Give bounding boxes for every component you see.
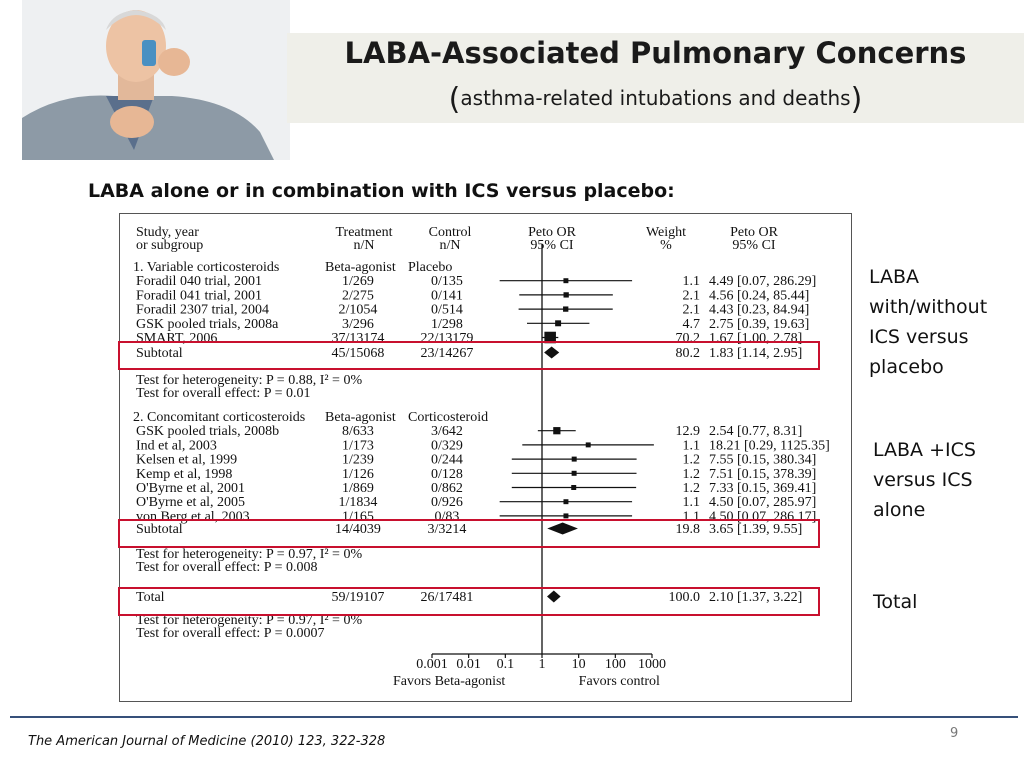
highlight-subtotal-1 xyxy=(118,341,820,370)
subgroup-label-2: 2. Concomitant corticosteroids xyxy=(133,410,306,425)
slide-title: LABA-Associated Pulmonary Concerns xyxy=(344,36,967,70)
study-g1-s6-name: von Berg et al, 2003 xyxy=(136,509,250,525)
study-g1-s2-name: Kelsen et al, 1999 xyxy=(136,452,238,468)
header-peto-or-plot: Peto OR xyxy=(528,225,576,240)
slide-subtitle: (asthma-related intubations and deaths) xyxy=(448,82,863,117)
study-g1-s0-control: 3/642 xyxy=(431,424,463,440)
study-g1-s3-point xyxy=(572,471,577,476)
study-g0-s1-control: 0/141 xyxy=(431,288,463,304)
study-g1-s1-weight: 1.1 xyxy=(682,438,700,454)
subtotal-g1-or: 3.65 [1.39, 9.55] xyxy=(709,522,803,537)
study-g1-s2-control: 0/244 xyxy=(431,452,463,468)
study-g1-s6-or: 4.50 [0.07, 286.17] xyxy=(709,509,817,525)
x-tick-label-2: 0.1 xyxy=(496,657,515,672)
study-g0-s0-control: 0/135 xyxy=(431,274,463,290)
highlight-subtotal-2 xyxy=(118,519,820,548)
subtotal-total-control: 26/17481 xyxy=(420,590,474,605)
study-g1-s6-treatment: 1/165 xyxy=(342,509,374,525)
study-g0-s3-control: 1/298 xyxy=(431,316,463,332)
header-weight-pct: % xyxy=(660,238,672,253)
study-g1-s0-point xyxy=(553,427,560,434)
study-g0-s1-point xyxy=(564,292,569,297)
study-g0-s1-name: Foradil 041 trial, 2001 xyxy=(136,288,262,304)
subgroup-label-1: 1. Variable corticosteroids xyxy=(133,260,280,275)
study-g1-s4-name: O'Byrne et al, 2001 xyxy=(136,481,246,496)
overall-effect-g1: Test for overall effect: P = 0.008 xyxy=(136,560,318,575)
subtotal-g1-control: 3/3214 xyxy=(427,522,467,537)
subtotal-total-name: Total xyxy=(136,590,165,605)
study-g1-s3-weight: 1.2 xyxy=(682,466,700,482)
study-g0-s2-weight: 2.1 xyxy=(682,302,700,318)
study-g0-s0-treatment: 1/269 xyxy=(342,274,374,290)
header-weight: Weight xyxy=(645,225,687,240)
study-g0-s1-weight: 2.1 xyxy=(682,288,700,304)
highlight-total xyxy=(118,587,820,616)
study-g0-s2-treatment: 2/1054 xyxy=(338,302,378,318)
header-control: Control xyxy=(428,225,472,240)
study-g1-s3-treatment: 1/126 xyxy=(342,466,374,482)
study-g1-s3-or: 7.51 [0.15, 378.39] xyxy=(709,466,817,482)
study-g1-s2-weight: 1.2 xyxy=(682,452,700,468)
study-g0-s0-weight: 1.1 xyxy=(682,274,700,290)
study-g1-s0-weight: 12.9 xyxy=(675,424,700,440)
x-tick-label-1: 0.01 xyxy=(456,657,481,672)
study-g1-s5-or: 4.50 [0.07, 285.97] xyxy=(709,495,817,511)
section-heading: LABA alone or in combination with ICS versus placebo: xyxy=(88,180,675,202)
study-g1-s3-name: Kemp et al, 1998 xyxy=(136,466,233,482)
study-g0-s2-or: 4.43 [0.23, 84.94] xyxy=(709,302,810,318)
study-g1-s1-control: 0/329 xyxy=(431,438,463,454)
subtitle-text: asthma-related intubations and deaths xyxy=(460,86,851,110)
study-g1-s4-weight: 1.2 xyxy=(682,481,700,496)
subtotal-g1-name: Subtotal xyxy=(136,522,183,537)
x-label-right: Favors control xyxy=(578,674,660,689)
x-tick-label-0: 0.001 xyxy=(416,657,448,672)
header-ci: 95% CI xyxy=(732,238,776,253)
note-laba-vs-placebo: LABA with/without ICS versus placebo xyxy=(869,266,988,378)
study-g1-s2-treatment: 1/239 xyxy=(342,452,374,468)
study-g0-s3-or: 2.75 [0.39, 19.63] xyxy=(709,316,810,332)
x-tick-label-5: 100 xyxy=(604,657,626,672)
study-g0-s3-name: GSK pooled trials, 2008a xyxy=(136,316,279,332)
subgroup-control-label-2: Corticosteroid xyxy=(408,410,489,425)
study-g0-s3-weight: 4.7 xyxy=(682,316,700,332)
study-g1-s5-treatment: 1/1834 xyxy=(338,495,378,511)
forest-plot xyxy=(119,213,852,702)
study-g0-s2-point xyxy=(563,306,568,311)
heterogeneity-g1: Test for heterogeneity: P = 0.97, I² = 0% xyxy=(136,547,363,562)
subtotal-g0-name: Subtotal xyxy=(136,346,183,361)
study-g1-s5-weight: 1.1 xyxy=(682,495,700,511)
heterogeneity-g0: Test for heterogeneity: P = 0.88, I² = 0% xyxy=(136,373,363,388)
study-g0-s0-or: 4.49 [0.07, 286.29] xyxy=(709,274,817,290)
study-g0-s0-point xyxy=(563,278,568,283)
x-label-left: Favors Beta-agonist xyxy=(392,674,506,689)
footer-rule xyxy=(10,716,1018,718)
study-g0-s2-name: Foradil 2307 trial, 2004 xyxy=(136,302,269,318)
subgroup-control-label-1: Placebo xyxy=(408,260,453,275)
x-tick-label-6: 1000 xyxy=(638,657,666,672)
study-g1-s6-weight: 1.1 xyxy=(682,509,700,525)
note-total: Total xyxy=(873,591,918,613)
subtotal-g1-weight: 19.8 xyxy=(675,522,700,537)
study-g1-s4-point xyxy=(571,485,576,490)
study-g0-s4-weight: 70.2 xyxy=(675,331,700,346)
header-treatment-nn: n/N xyxy=(353,238,375,253)
header-control-nn: n/N xyxy=(439,238,461,253)
study-g1-s5-control: 0/926 xyxy=(431,495,463,511)
inhaler-patient-icon xyxy=(22,0,290,160)
subgroup-treatment-label-1: Beta-agonist xyxy=(325,260,396,275)
header-treatment: Treatment xyxy=(335,225,393,240)
study-g0-s1-treatment: 2/275 xyxy=(342,288,374,304)
x-tick-label-3: 1 xyxy=(538,657,546,672)
header-ci-plot: 95% CI xyxy=(530,238,574,253)
study-g1-s3-control: 0/128 xyxy=(431,466,463,482)
x-tick-label-4: 10 xyxy=(571,657,586,672)
study-g0-s0-name: Foradil 040 trial, 2001 xyxy=(136,274,262,290)
heterogeneity-total: Test for heterogeneity: P = 0.97, I² = 0% xyxy=(136,613,363,628)
study-g0-s4-treatment: 37/13174 xyxy=(331,331,385,346)
citation: The American Journal of Medicine (2010) 123, 322-328 xyxy=(28,734,386,749)
subtotal-total-weight: 100.0 xyxy=(668,590,700,605)
subtotal-g0-weight: 80.2 xyxy=(675,346,700,361)
page-number: 9 xyxy=(950,726,959,741)
subtotal-g0-treatment: 45/15068 xyxy=(331,346,385,361)
study-g0-s3-treatment: 3/296 xyxy=(342,316,374,332)
subtotal-total-or: 2.10 [1.37, 3.22] xyxy=(709,590,803,605)
header-study: Study, year xyxy=(136,225,199,240)
subtotal-total-treatment: 59/19107 xyxy=(331,590,385,605)
overall-effect-g0: Test for overall effect: P = 0.01 xyxy=(136,386,311,401)
study-g1-s1-name: Ind et al, 2003 xyxy=(136,438,217,454)
study-g1-s4-or: 7.33 [0.15, 369.41] xyxy=(709,481,817,496)
study-g1-s2-point xyxy=(572,457,577,462)
study-g1-s0-or: 2.54 [0.77, 8.31] xyxy=(709,424,803,440)
study-g0-s4-or: 1.67 [1.00, 2.78] xyxy=(709,331,803,346)
study-g0-s4-name: SMART, 2006 xyxy=(136,331,218,346)
study-g0-s1-or: 4.56 [0.24, 85.44] xyxy=(709,288,810,304)
study-g0-s2-control: 0/514 xyxy=(431,302,463,318)
overall-effect-total: Test for overall effect: P = 0.0007 xyxy=(136,626,325,641)
study-g0-s3-point xyxy=(555,320,561,326)
study-g1-s0-name: GSK pooled trials, 2008b xyxy=(136,424,280,440)
forest-plot-svg xyxy=(120,214,851,701)
note-laba-ics-vs-ics: LABA +ICS versus ICS alone xyxy=(873,439,976,521)
study-g1-s5-name: O'Byrne et al, 2005 xyxy=(136,495,246,511)
subgroup-treatment-label-2: Beta-agonist xyxy=(325,410,396,425)
study-g1-s6-point xyxy=(563,513,568,518)
header-subgroup: or subgroup xyxy=(136,238,204,253)
study-g1-s0-treatment: 8/633 xyxy=(342,424,374,440)
study-g1-s6-control: 0/83 xyxy=(434,509,460,525)
subtotal-g1-treatment: 14/4039 xyxy=(335,522,381,537)
study-g1-s5-point xyxy=(563,499,568,504)
study-g1-s4-treatment: 1/869 xyxy=(342,481,374,496)
subtotal-g0-control: 23/14267 xyxy=(420,346,474,361)
study-g1-s1-treatment: 1/173 xyxy=(342,438,374,454)
study-g0-s4-control: 22/13179 xyxy=(420,331,474,346)
study-g1-s4-control: 0/862 xyxy=(431,481,463,496)
study-g1-s1-point xyxy=(586,442,591,447)
patient-inhaler-photo xyxy=(22,0,290,160)
study-g1-s1-or: 18.21 [0.29, 1125.35] xyxy=(709,438,830,454)
subtotal-g0-or: 1.83 [1.14, 2.95] xyxy=(709,346,803,361)
study-g1-s2-or: 7.55 [0.15, 380.34] xyxy=(709,452,817,468)
header-peto-or: Peto OR xyxy=(730,225,778,240)
